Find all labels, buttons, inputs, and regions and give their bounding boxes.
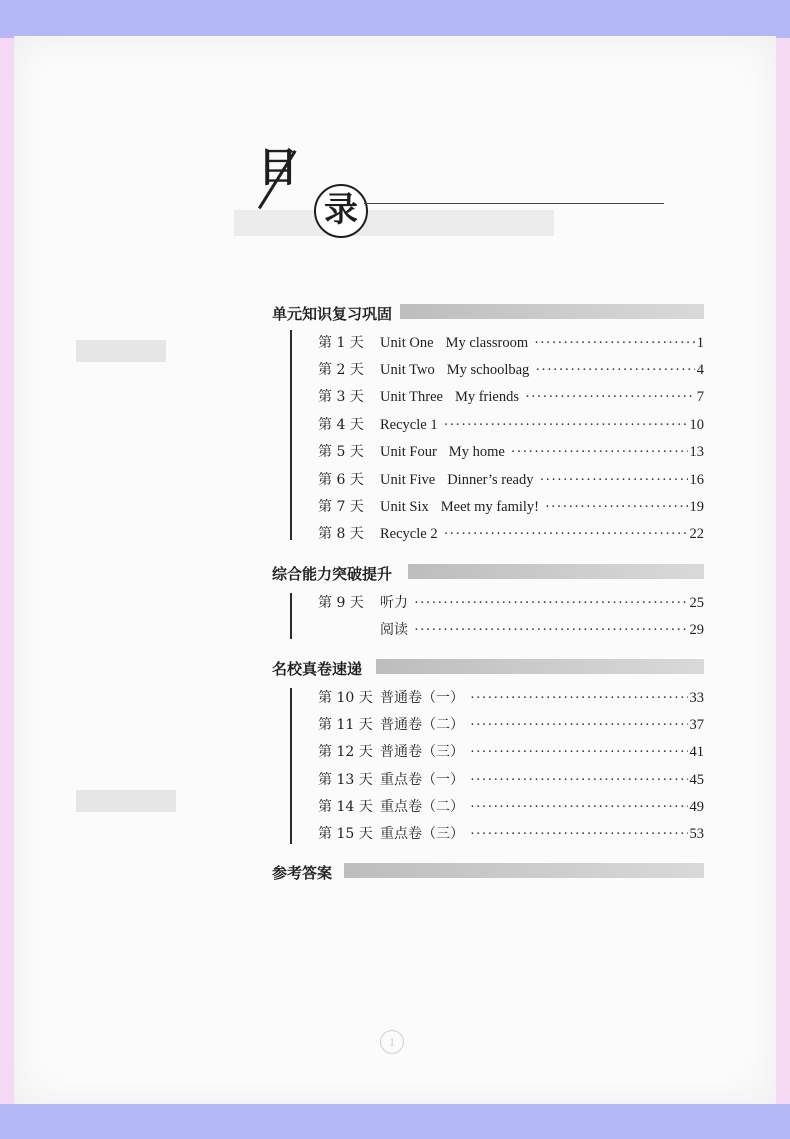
dot-leader [470, 799, 688, 816]
toc-entry[interactable] [318, 769, 704, 791]
toc-unit: 重点卷（三） [380, 826, 464, 842]
toc-entry[interactable] [318, 687, 704, 709]
toc-entry[interactable] [318, 714, 704, 736]
toc-name: My schoolbag [446, 362, 530, 378]
page-number: 1 [389, 1034, 395, 1049]
toc-day: 第 5 天 [318, 444, 364, 460]
dot-leader [545, 499, 687, 516]
toc-page-number: 10 [689, 417, 704, 433]
section-heading-bar [376, 659, 704, 674]
toc-page-number: 22 [689, 526, 704, 542]
dot-leader [470, 826, 688, 843]
toc-day: 第 6 天 [318, 472, 364, 488]
toc-page-number: 16 [689, 472, 704, 488]
toc-unit: 普通卷（二） [380, 717, 464, 733]
section-bracket-line [290, 688, 292, 844]
dot-leader [414, 622, 688, 639]
toc-entry[interactable] [318, 386, 704, 408]
dot-leader [414, 595, 688, 612]
toc-page-number: 49 [689, 799, 704, 815]
toc-title-circle [314, 184, 368, 238]
toc-entry[interactable] [318, 359, 704, 381]
toc-entry[interactable] [318, 592, 704, 614]
dot-leader [470, 717, 688, 734]
dot-leader [511, 444, 688, 461]
toc-unit: 听力 [380, 595, 408, 611]
toc-day: 第 8 天 [318, 526, 364, 542]
toc-title-char-1: 目 [258, 145, 298, 190]
toc-unit: Unit Two [380, 362, 435, 378]
dot-leader [470, 772, 688, 789]
toc-page-number: 37 [689, 717, 704, 733]
toc-name: My friends [454, 389, 519, 405]
toc-day: 第 14 天 [318, 799, 373, 815]
section-heading: 单元知识复习巩固 [272, 305, 393, 323]
toc-page-number: 19 [689, 499, 704, 515]
ghost-bar [76, 340, 166, 362]
toc-entry[interactable] [318, 496, 704, 518]
toc-page-number: 7 [696, 389, 704, 405]
toc-page-number: 45 [689, 772, 704, 788]
dot-leader [470, 744, 688, 761]
section-heading-bar [344, 863, 704, 878]
toc-entry[interactable] [318, 469, 704, 491]
toc-entry[interactable] [318, 414, 704, 436]
toc-unit: Unit One [380, 335, 434, 351]
toc-unit: Unit Four [380, 444, 437, 460]
dot-leader [534, 335, 695, 352]
toc-day: 第 11 天 [318, 717, 373, 733]
toc-unit: 阅读 [380, 622, 408, 638]
toc-day: 第 10 天 [318, 690, 373, 706]
toc-name: My home [448, 444, 505, 460]
toc-unit: 普通卷（三） [380, 744, 464, 760]
toc-page-number: 4 [696, 362, 704, 378]
toc-day: 第 3 天 [318, 389, 364, 405]
dot-leader [535, 362, 694, 379]
toc-title-char-2: 录 [324, 192, 358, 229]
toc-day: 第 15 天 [318, 826, 373, 842]
toc-unit: 重点卷（一） [380, 772, 464, 788]
ghost-bar [76, 790, 176, 812]
toc-unit: Unit Three [380, 389, 443, 405]
toc-entry[interactable] [318, 823, 704, 845]
section-heading-bar [408, 564, 704, 579]
toc-name: My classroom [445, 335, 529, 351]
toc-day: 第 2 天 [318, 362, 364, 378]
ghost-bar [234, 210, 554, 236]
section-heading: 综合能力突破提升 [272, 565, 393, 583]
section-heading-bar [400, 304, 704, 319]
toc-page-number: 41 [689, 744, 704, 760]
toc-unit: 普通卷（一） [380, 690, 464, 706]
toc-name: Dinner’s ready [447, 472, 534, 488]
dot-leader [540, 472, 688, 489]
toc-day: 第 4 天 [318, 417, 364, 433]
toc-entry[interactable] [318, 741, 704, 763]
toc-unit: 重点卷（二） [380, 799, 464, 815]
dot-leader [444, 417, 688, 434]
section-heading[interactable]: 参考答案 [272, 864, 333, 882]
toc-page-number: 53 [689, 826, 704, 842]
toc-unit: Recycle 2 [380, 526, 438, 542]
toc-unit: Recycle 1 [380, 417, 438, 433]
toc-page-number: 13 [689, 444, 704, 460]
title-underline [364, 203, 664, 204]
dot-leader [525, 389, 695, 406]
toc-day: 第 12 天 [318, 744, 373, 760]
section-bracket-line [290, 593, 292, 639]
toc-entry[interactable] [318, 619, 704, 641]
toc-unit: Unit Five [380, 472, 436, 488]
dot-leader [444, 526, 688, 543]
page-number-badge [380, 1030, 404, 1054]
toc-day: 第 1 天 [318, 335, 364, 351]
section-bracket-line [290, 330, 292, 540]
toc-day: 第 7 天 [318, 499, 364, 515]
dot-leader [470, 690, 688, 707]
bottom-border-band [0, 1104, 790, 1139]
toc-day: 第 13 天 [318, 772, 373, 788]
toc-entry[interactable] [318, 332, 704, 354]
toc-page-number: 29 [689, 622, 704, 638]
toc-name: Meet my family! [440, 499, 540, 515]
toc-unit: Unit Six [380, 499, 429, 515]
section-heading: 名校真卷速递 [272, 660, 363, 678]
toc-page-number: 1 [696, 335, 704, 351]
toc-entry[interactable] [318, 441, 704, 463]
toc-page-number: 25 [689, 595, 704, 611]
toc-entry[interactable] [318, 523, 704, 545]
toc-entry[interactable] [318, 796, 704, 818]
top-border-band [0, 0, 790, 38]
toc-page-number: 33 [689, 690, 704, 706]
toc-day: 第 9 天 [318, 595, 364, 611]
